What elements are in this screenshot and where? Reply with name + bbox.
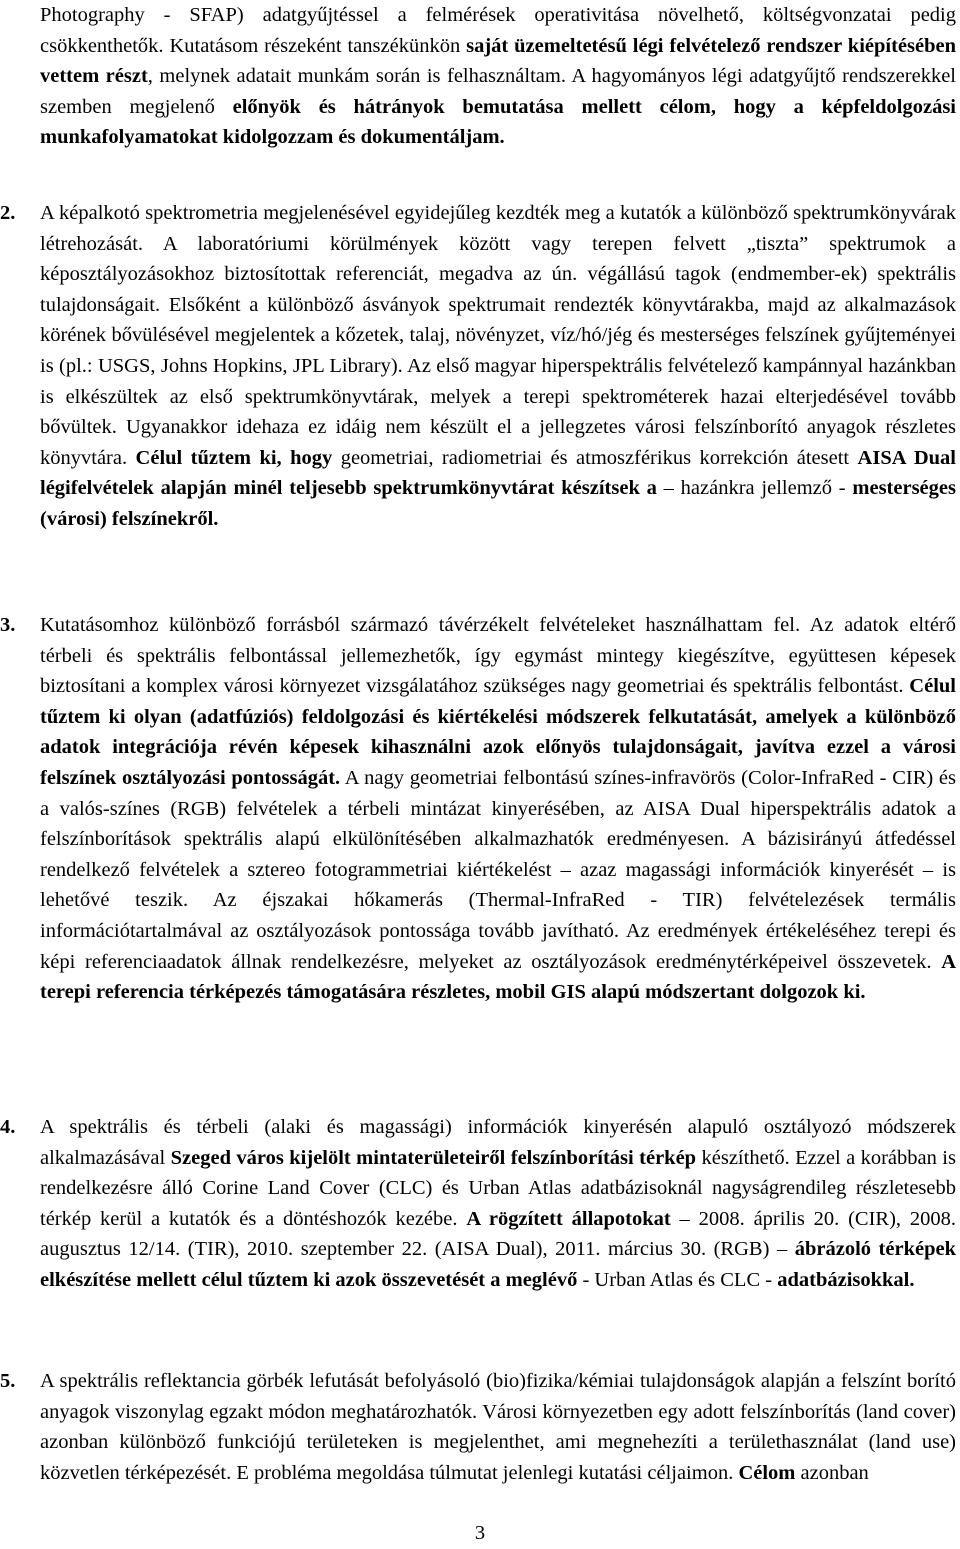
intro-text — [40, 0, 956, 153]
bold-run: Célom — [738, 1461, 796, 1484]
item-text — [40, 610, 956, 1008]
bold-run: ábrázoló térképek elkészítése mellett célul tűztem ki azok összevetését a meglévő — [40, 1238, 956, 1291]
text-run: – 2008. április 20. (CIR), 2008. augusztus 12/14. (TIR), 2010. szeptember 22. (AISA Dual), 2011. március 30. (RGB) – — [40, 1207, 956, 1261]
bold-run: Célul tűztem ki, hogy — [135, 446, 333, 469]
text-run: , melynek adatait munkám során is felhasználtam. A hagyományos légi adatgyűjtő rendszerekkel szemben megjelenő — [40, 65, 956, 118]
text-run: A nagy geometriai felbontású színes-infravörös (Color-InfraRed - CIR) és a valós-színes (RGB) felvételek a térbeli mintázat kinyerésében, az AISA Dual hiperspektrális adatok a felszínborítások spektrális alapú elkülönítésében alkalmazhatók eredményesen. A bázisirányú átfedéssel rendelkező felvételek a sztereo fotogrammetriai kiértékelést – azaz magassági információk kinyerését – is lehetővé teszik. Az éjszakai hőkamerás (Thermal-InfraRed - TIR) felvételezések termális információtartalmával az osztályozások pontossága tovább javítható. Az eredmények értékeléséhez terepi és képi referenciaadatok állnak rendelkezésre, melyeket az osztályozások eredménytérképeivel összevetek. — [40, 766, 956, 973]
item-number: 3. — [0, 614, 16, 636]
text-run: - Urban Atlas és CLC - — [577, 1268, 778, 1291]
bold-run: mesterséges (városi) felszínekről. — [40, 477, 956, 530]
bold-run: adatbázisokkal. — [777, 1268, 915, 1291]
bold-run: Célul tűztem ki olyan (adatfúziós) feldolgozási és kiértékelési módszerek felkutatását, amelyek a különböző adatok integrációja révén képesek kihasználni azok előnyös tulajdonságait, javítva ezzel a városi felszínek osztályozási pontosságát. — [40, 675, 956, 789]
intro-paragraph — [40, 0, 956, 153]
text-run: Photography - SFAP) adatgyűjtéssel a felmérések operativitása növelhető, költségvonzatai pedig csökkenthetők. Kutatásom részeként tanszékünkön — [40, 4, 956, 57]
text-run: A spektrális és térbeli (alaki és magassági) információk kinyerésén alapuló osztályozó módszerek alkalmazásával — [40, 1116, 956, 1169]
text-run: – hazánkra jellemző - — [656, 477, 853, 500]
list-item-2 — [0, 198, 956, 535]
text-run: azonban — [795, 1461, 869, 1484]
text-run: A képalkotó spektrometria megjelenésével egyidejűleg kezdték meg a kutatók a különböző spektrumkönyvárak létrehozását. A laboratóriumi körülmények között vagy terepen felvett „tiszta” spektrumok a képosztályozásokhoz biztosítottak referenciát, megadva az ún. végállású tagok (endmember-ek) spektrális tulajdonságait. Elsőként a különböző ásványok spektrumait rendezték könyvtárakba, majd az alkalmazások körének bővülésével megjelentek a kőzetek, talaj, növényzet, víz/hó/jég és mesterséges felszínek gyűjteményei is (pl.: USGS, Johns Hopkins, JPL Library). Az első magyar hiperspektrális felvételező kampánnyal hazánkban is elkészültek az első spektrumkönyvtárak, melyek a terepi spektrométerek hazai elterjedésével tovább bővültek. Ugyanakkor idehaza ez idáig nem készült el a jellegzetes városi felszínborító anyagok részletes könyvtára. — [40, 202, 956, 469]
text-run: geometriai, radiometriai és atmoszférikus korrekción átesett — [332, 446, 858, 469]
list-item-5 — [0, 1366, 956, 1488]
item-text — [40, 198, 956, 535]
text-run: készíthető. Ezzel a korábban is rendelkezésre álló Corine Land Cover (CLC) és Urban Atlas adatbázisoknál nagyságrendileg részletesebb térkép kerül a kutatók és a döntéshozók kezébe. — [40, 1146, 956, 1230]
text-run: A spektrális reflektancia görbék lefutását befolyásoló (bio)fizika/kémiai tulajdonságok alapján a felszínt borító anyagok viszonylag egzakt módon meghatározhatók. Városi környezetben egy adott felszínborítás (land cover) azonban különböző funkciójú területeken is megjelenthet, ami megnehezíti a területhasználat (land use) közvetlen térképezését. E probléma megoldása túlmutat jelenlegi kutatási céljaimon. — [40, 1370, 956, 1484]
item-text — [40, 1112, 956, 1296]
list-item-3 — [0, 610, 956, 1008]
list-item-4 — [0, 1112, 956, 1296]
page-number: 3 — [474, 1522, 486, 1544]
bold-run: előnyök és hátrányok bemutatása mellett célom, hogy a képfeldolgozási munkafolyamatokat kidolgozzam és dokumentáljam. — [40, 95, 956, 149]
item-text — [40, 1366, 956, 1488]
bold-run: AISA Dual légifelvételek alapján minél teljesebb spektrumkönyvtárat készítsek a — [40, 446, 956, 500]
item-number: 2. — [0, 202, 16, 224]
bold-run: Szeged város kijelölt mintaterületeiről felszínborítási térkép — [170, 1146, 697, 1169]
text-run: Kutatásomhoz különböző forrásból származó távérzékelt felvételeket használhattam fel. Az adatok eltérő térbeli és spektrális felbontással jellemezhetők, így egymást mintegy kiegészítve, együttesen képesek biztosítani a komplex városi környezet vizsgálatához szükséges nagy geometriai és spektrális felbontást. — [40, 614, 956, 698]
bold-run: saját üzemeltetésű légi felvételező rendszer kiépítésében vettem részt — [40, 34, 956, 88]
bold-run: A rögzített állapotokat — [466, 1207, 671, 1230]
item-number: 5. — [0, 1370, 16, 1392]
item-number: 4. — [0, 1116, 16, 1138]
bold-run: A terepi referencia térképezés támogatására részletes, mobil GIS alapú módszertant dolgozok ki. — [40, 950, 956, 1004]
